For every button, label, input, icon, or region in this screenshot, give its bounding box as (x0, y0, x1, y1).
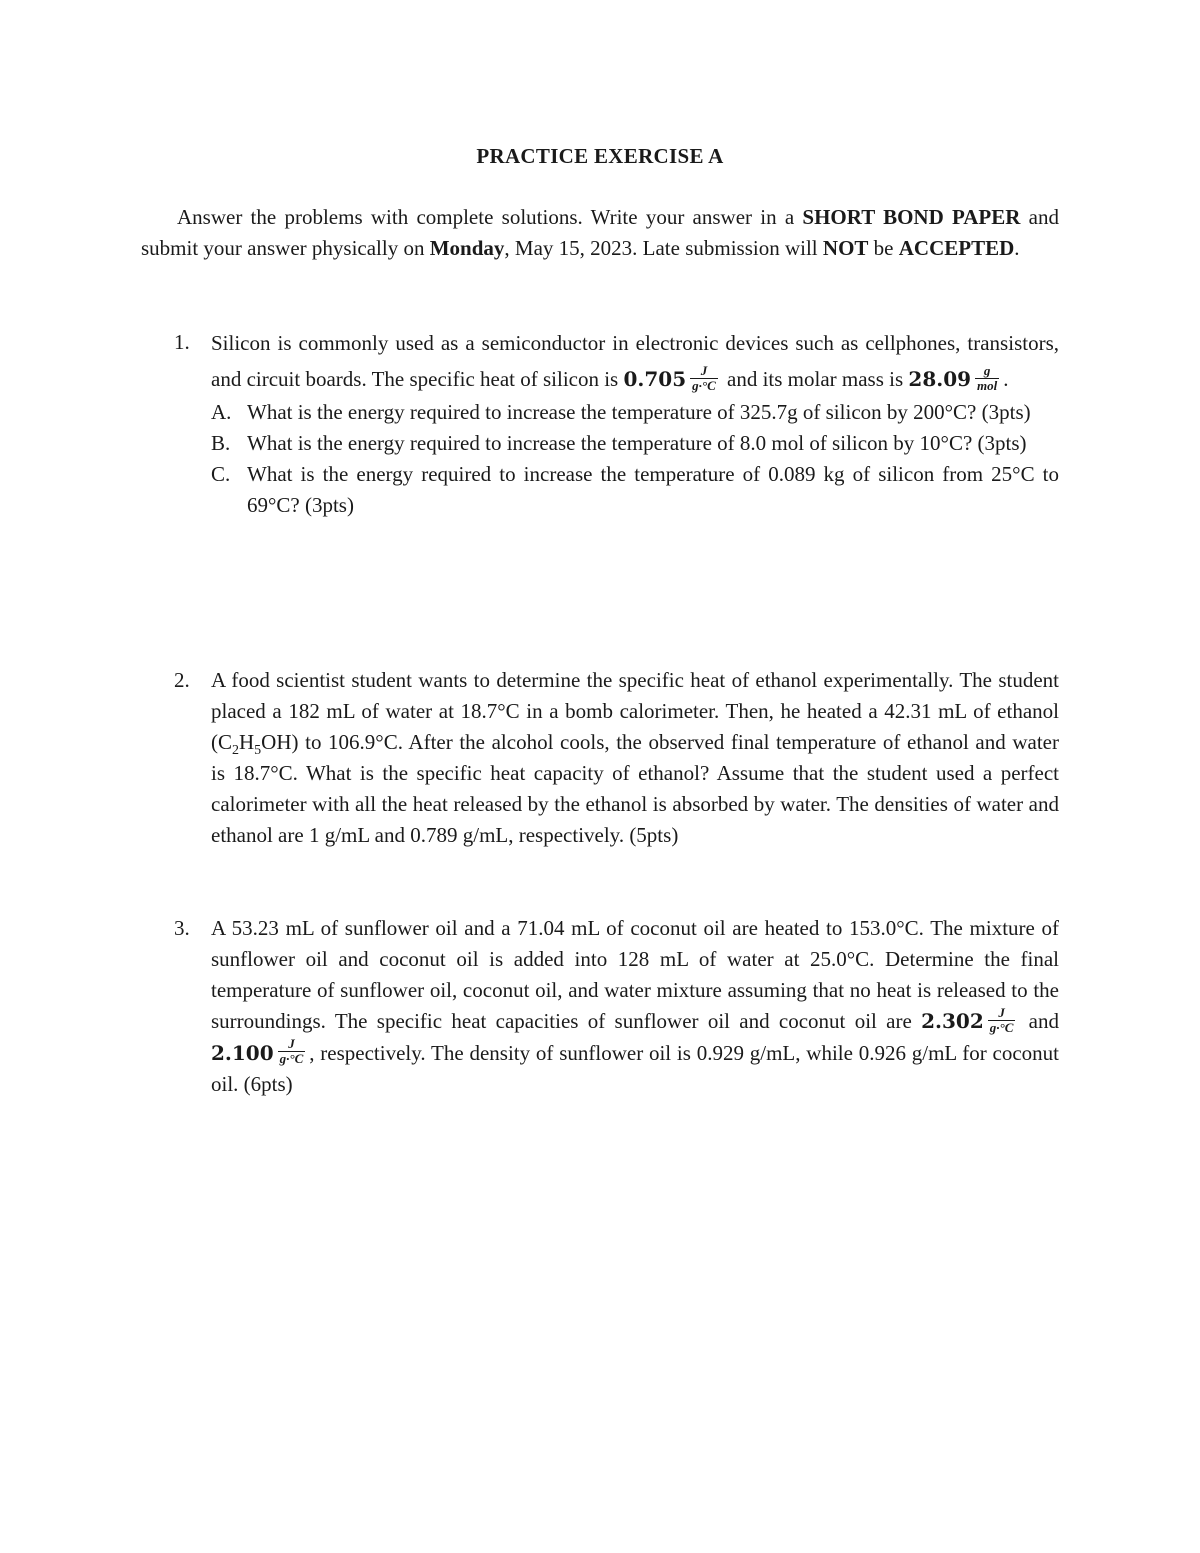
sub-question-letter: C. (211, 462, 231, 486)
sub-question-text: What is the energy required to increase the temperature of 325.7g of silicon by 200°C? (3pts) (247, 400, 1031, 424)
coconut-heat-value: 2.100 (211, 1040, 274, 1065)
unit-denominator: g·°C (989, 1019, 1014, 1035)
subscript: 5 (254, 743, 262, 759)
unit-numerator: J (998, 1004, 1005, 1020)
specific-heat-value: 0.705 (623, 367, 687, 391)
unit-fraction (690, 364, 718, 393)
sub-question-c (211, 459, 1059, 521)
instructions-bold-not: NOT (822, 236, 869, 260)
problem-2 (141, 665, 1059, 851)
problem-number: 1. (174, 330, 190, 354)
instructions-text: Answer the problems with complete solutions. Write your answer in a (177, 205, 803, 229)
sub-question-b (211, 428, 1059, 459)
sub-question-text: What is the energy required to increase the temperature of 8.0 mol of silicon by 10°C? (3pts) (247, 431, 1027, 455)
problem-2-statement (211, 665, 1059, 851)
problem-number: 3. (174, 916, 190, 940)
problem-text: H (239, 730, 255, 754)
unit-denominator: g·°C (692, 377, 716, 393)
sub-question-letter: A. (211, 400, 232, 424)
sunflower-heat-value: 2.302 (921, 1009, 984, 1033)
sub-question-a (211, 397, 1059, 428)
instructions-text: and submit your answer physically on (141, 205, 1059, 260)
unit-denominator: g·°C (279, 1051, 304, 1067)
unit-numerator: J (700, 362, 708, 378)
unit-numerator: J (288, 1036, 295, 1052)
problem-text: A 53.23 mL of sunflower oil and a 71.04 mL of coconut oil are heated to 153.0°C. The mixture of sunflower oil and coconut oil is added into 128 mL of water at 25.0°C. Determine the final temperature of sunflower oil, coconut oil, and water mixture assuming that no heat is released to the surroundings. The specific heat capacities of sunflower oil and coconut oil are (211, 916, 1059, 1033)
problem-text: A food scientist student wants to determine the specific heat of ethanol experimentally. The student placed a 182 mL of water at 18.7°C in a bomb calorimeter. Then, he heated a 42.31 mL of ethanol (C (211, 668, 1059, 754)
unit-fraction (975, 364, 999, 393)
problem-3-statement (211, 913, 1059, 1100)
instructions-bold-day: Monday (429, 236, 505, 260)
molar-mass-value: 28.09 (908, 367, 972, 391)
problem-1 (141, 327, 1059, 521)
unit-fraction (988, 1006, 1016, 1035)
problem-text: OH) to 106.9°C. After the alcohol cools, the observed final temperature of ethanol and water is 18.7°C. What is the specific heat capacity of ethanol? Assume that the student used a perfect calorimeter with all the heat released by the ethanol is absorbed by water. The densities of water and ethanol are 1 g/mL and 0.789 g/mL, respectively. (5pts) (211, 730, 1059, 847)
unit-fraction (278, 1037, 306, 1066)
sub-question-text: What is the energy required to increase the temperature of 0.089 kg of silicon from 25°C to 69°C? (3pts) (247, 462, 1059, 517)
problem-text: Silicon is commonly used as a semiconductor in electronic devices such as cellphones, transistors, and circuit boards. The specific heat of silicon is (211, 331, 1059, 391)
instructions-bold-paper: SHORT BOND PAPER (802, 205, 1021, 229)
unit-numerator: g (983, 362, 991, 378)
subscript: 2 (232, 743, 239, 759)
instructions-bold-accepted: ACCEPTED (898, 236, 1015, 260)
problem-text: and its molar mass is (721, 367, 909, 391)
sub-question-letter: B. (211, 431, 231, 455)
problem-3 (141, 913, 1059, 1100)
instructions-text: , May 15, 2023. Late submission will (504, 236, 823, 260)
problem-number: 2. (174, 668, 190, 692)
instructions-text: be (868, 236, 899, 260)
problem-text: , respectively. The density of sunflower oil is 0.929 g/mL, while 0.926 g/mL for coconut oil. (6pts) (211, 1040, 1059, 1097)
unit-denominator: mol (977, 377, 998, 393)
page-title: PRACTICE EXERCISE A (476, 144, 724, 168)
instructions-paragraph (141, 202, 1059, 264)
problem-text: . (1003, 367, 1009, 391)
problem-text: and (1019, 1009, 1059, 1033)
instructions-text: . (1014, 236, 1020, 260)
problem-1-statement (211, 325, 1059, 397)
